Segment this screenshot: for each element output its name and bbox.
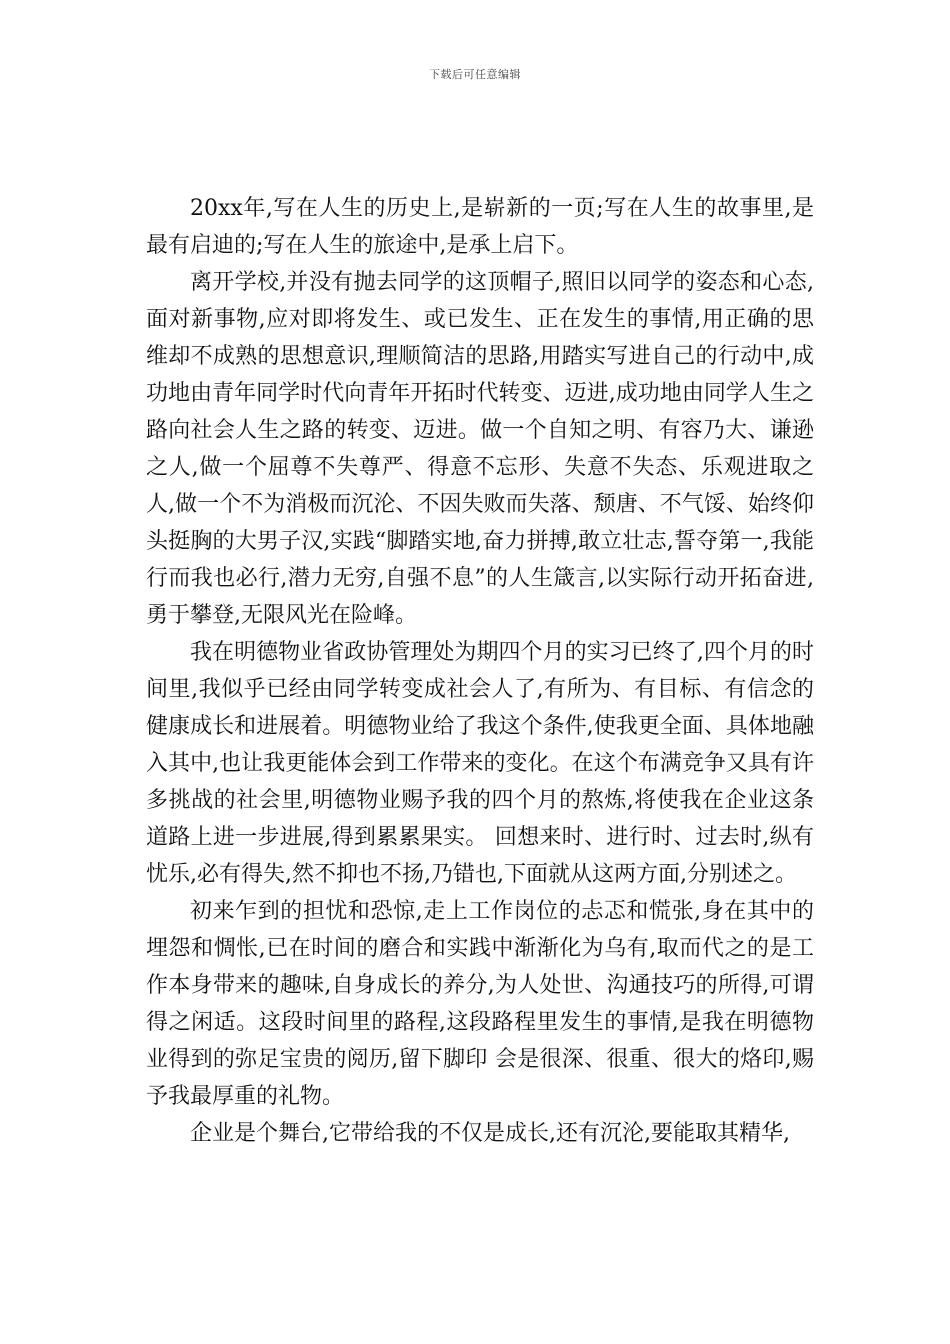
paragraph-5: 企业是个舞台,它带给我的不仅是成长,还有沉沦,要能取其精华, bbox=[190, 1121, 790, 1146]
paragraph-3: 我在明德物业省政协管理处为期四个月的实习已终了,四个月的时间里,我似乎已经由同学转变成社会人了,有所为、有目标、有信念的健康成长和进展着。明德物业给了我这个条件,使我更全面、具体地融入其中,也让我更能体会到工作带来的变化。在这个布满竞争又具有许多挑战的社会里,明德物业赐予我的四个月的熬炼,将使我在企业这条道路上进一步进展,得到累累果实。 回想来时、进行时、过去时,纵有忧乐,必有得失,然不抑也不扬,乃错也,下面就从这两方面,分别述之。 bbox=[146, 640, 814, 887]
document-body bbox=[146, 190, 814, 1152]
paragraph-4: 初来乍到的担忧和恐惊,走上工作岗位的忐忑和慌张,身在其中的埋怨和惆怅,已在时间的磨合和实践中渐渐化为乌有,取而代之的是工作本身带来的趣味,自身成长的养分,为人处世、沟通技巧的所得,可谓得之闲适。这段时间里的路程,这段路程里发生的事情,是我在明德物业得到的弥足宝贵的阅历,留下脚印 会是很深、很重、很大的烙印,赐予我最厚重的礼物。 bbox=[146, 899, 814, 1109]
paragraph-1: 20xx年,写在人生的历史上,是崭新的一页;写在人生的故事里,是最有启迪的;写在人生的旅途中,是承上启下。 bbox=[146, 196, 814, 258]
paragraph-2: 离开学校,并没有抛去同学的这顶帽子,照旧以同学的姿态和心态,面对新事物,应对即将发生、或已发生、正在发生的事情,用正确的思维却不成熟的思想意识,理顺简洁的思路,用踏实写进自己的行动中,成功地由青年同学时代向青年开拓时代转变、迈进,成功地由同学人生之路向社会人生之路的转变、迈进。做一个自知之明、有容乃大、谦逊之人,做一个屈尊不失尊严、得意不忘形、失意不失态、乐观进取之人,做一个不为消极而沉沦、不因失败而失落、颓唐、不气馁、始终仰头挺胸的大男子汉,实践“脚踏实地,奋力拼搏,敢立壮志,誓夺第一,我能行而我也必行,潜力无穷,自强不息”的人生箴言,以实际行动开拓奋进,勇于攀登,无限风光在险峰。 bbox=[146, 270, 814, 628]
header-note: 下载后可任意编辑 bbox=[429, 68, 521, 81]
